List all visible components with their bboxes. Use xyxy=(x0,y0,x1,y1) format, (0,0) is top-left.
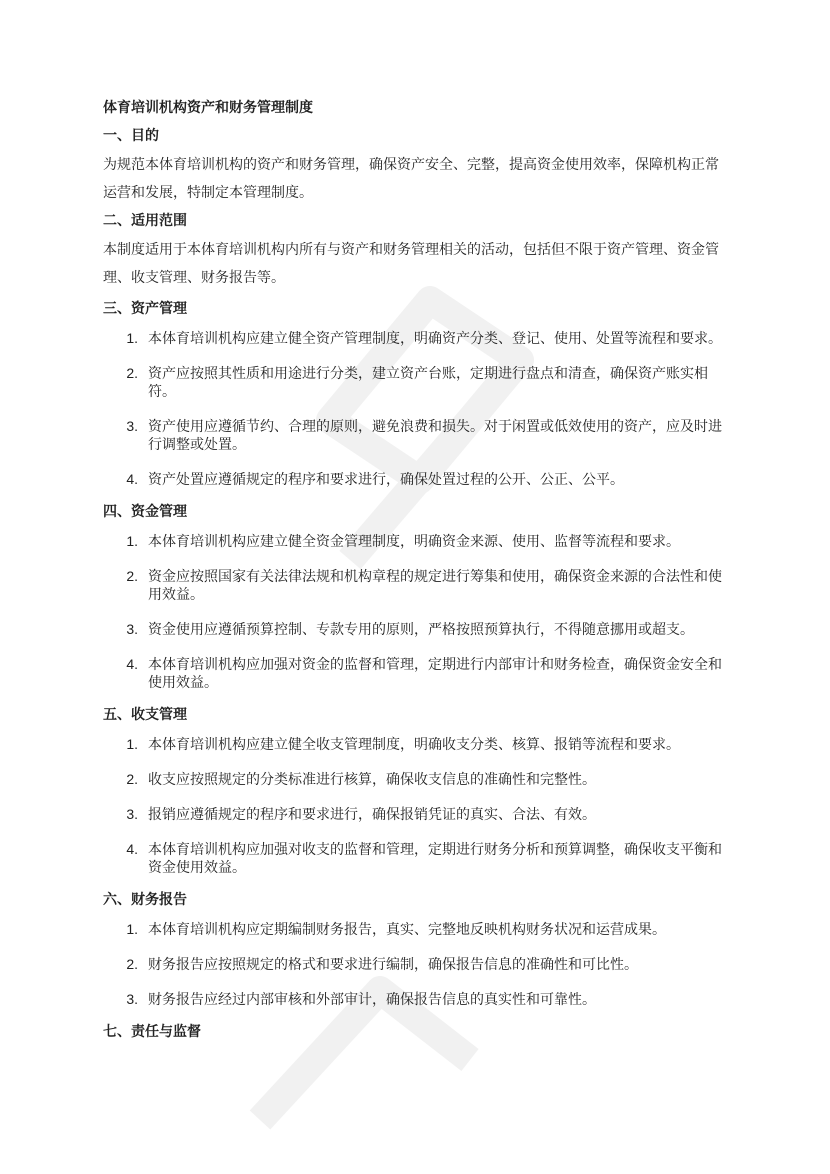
list-text: 资金使用应遵循预算控制、专款专用的原则，严格按照预算执行，不得随意挪用或超支。 xyxy=(148,621,694,637)
income-expense-list xyxy=(103,735,728,876)
list-item xyxy=(103,735,728,753)
list-text: 资金应按照国家有关法律法规和机构章程的规定进行筹集和使用，确保资金来源的合法性和使用效益。 xyxy=(148,568,722,602)
list-item xyxy=(103,620,728,638)
section-heading: 七、责任与监督 xyxy=(103,1023,201,1039)
section-paragraph: 为规范本体育培训机构的资产和财务管理，确保资产安全、完整，提高资金使用效率，保障机构正常运营和发展，特制定本管理制度。 xyxy=(103,156,719,200)
list-item xyxy=(103,920,728,938)
list-number: 3. xyxy=(126,418,138,434)
list-item xyxy=(103,532,728,550)
list-number: 2. xyxy=(126,365,138,381)
list-number: 2. xyxy=(126,568,138,584)
list-item xyxy=(103,655,728,691)
list-text: 收支应按照规定的分类标准进行核算，确保收支信息的准确性和完整性。 xyxy=(148,771,596,787)
asset-management-list xyxy=(103,329,728,488)
list-number: 2. xyxy=(126,956,138,972)
section-heading: 六、财务报告 xyxy=(103,891,187,907)
list-text: 资产应按照其性质和用途进行分类，建立资产台账，定期进行盘点和清查，确保资产账实相符。 xyxy=(148,365,708,399)
list-item xyxy=(103,470,728,488)
list-number: 1. xyxy=(126,533,138,549)
list-text: 财务报告应经过内部审核和外部审计，确保报告信息的真实性和可靠性。 xyxy=(148,991,596,1007)
section-heading: 二、适用范围 xyxy=(103,212,187,228)
list-number: 4. xyxy=(126,471,138,487)
list-text: 本体育培训机构应加强对收支的监督和管理，定期进行财务分析和预算调整，确保收支平衡和资金使用效益。 xyxy=(148,841,722,875)
section-heading: 一、目的 xyxy=(103,127,159,143)
list-number: 3. xyxy=(126,621,138,637)
section-heading: 三、资产管理 xyxy=(103,300,187,316)
list-number: 3. xyxy=(126,991,138,1007)
financial-report-list xyxy=(103,920,728,1008)
list-text: 报销应遵循规定的程序和要求进行，确保报销凭证的真实、合法、有效。 xyxy=(148,806,596,822)
list-item xyxy=(103,567,728,603)
list-number: 1. xyxy=(126,736,138,752)
section-heading: 四、资金管理 xyxy=(103,503,187,519)
list-number: 3. xyxy=(126,806,138,822)
fund-management-list xyxy=(103,532,728,691)
list-number: 1. xyxy=(126,330,138,346)
list-text: 资产处置应遵循规定的程序和要求进行，确保处置过程的公开、公正、公平。 xyxy=(148,471,624,487)
list-text: 本体育培训机构应定期编制财务报告，真实、完整地反映机构财务状况和运营成果。 xyxy=(148,921,666,937)
list-number: 2. xyxy=(126,771,138,787)
list-text: 资产使用应遵循节约、合理的原则，避免浪费和损失。对于闲置或低效使用的资产，应及时进行调整或处置。 xyxy=(148,418,722,452)
list-text: 本体育培训机构应建立健全收支管理制度，明确收支分类、核算、报销等流程和要求。 xyxy=(148,736,680,752)
list-text: 本体育培训机构应加强对资金的监督和管理，定期进行内部审计和财务检查，确保资金安全和使用效益。 xyxy=(148,656,722,690)
list-text: 本体育培训机构应建立健全资金管理制度，明确资金来源、使用、监督等流程和要求。 xyxy=(148,533,680,549)
list-item xyxy=(103,417,728,453)
list-item xyxy=(103,840,728,876)
list-number: 4. xyxy=(126,656,138,672)
list-item xyxy=(103,770,728,788)
document-title: 体育培训机构资产和财务管理制度 xyxy=(103,99,313,115)
list-number: 1. xyxy=(126,921,138,937)
list-item xyxy=(103,805,728,823)
list-text: 财务报告应按照规定的格式和要求进行编制，确保报告信息的准确性和可比性。 xyxy=(148,956,638,972)
section-heading: 五、收支管理 xyxy=(103,706,187,722)
list-item xyxy=(103,990,728,1008)
list-item xyxy=(103,955,728,973)
list-item xyxy=(103,364,728,400)
list-item xyxy=(103,329,728,347)
list-text: 本体育培训机构应建立健全资产管理制度，明确资产分类、登记、使用、处置等流程和要求。 xyxy=(148,330,722,346)
list-number: 4. xyxy=(126,841,138,857)
section-paragraph: 本制度适用于本体育培训机构内所有与资产和财务管理相关的活动，包括但不限于资产管理、资金管理、收支管理、财务报告等。 xyxy=(103,241,719,285)
document-page xyxy=(103,93,728,1046)
